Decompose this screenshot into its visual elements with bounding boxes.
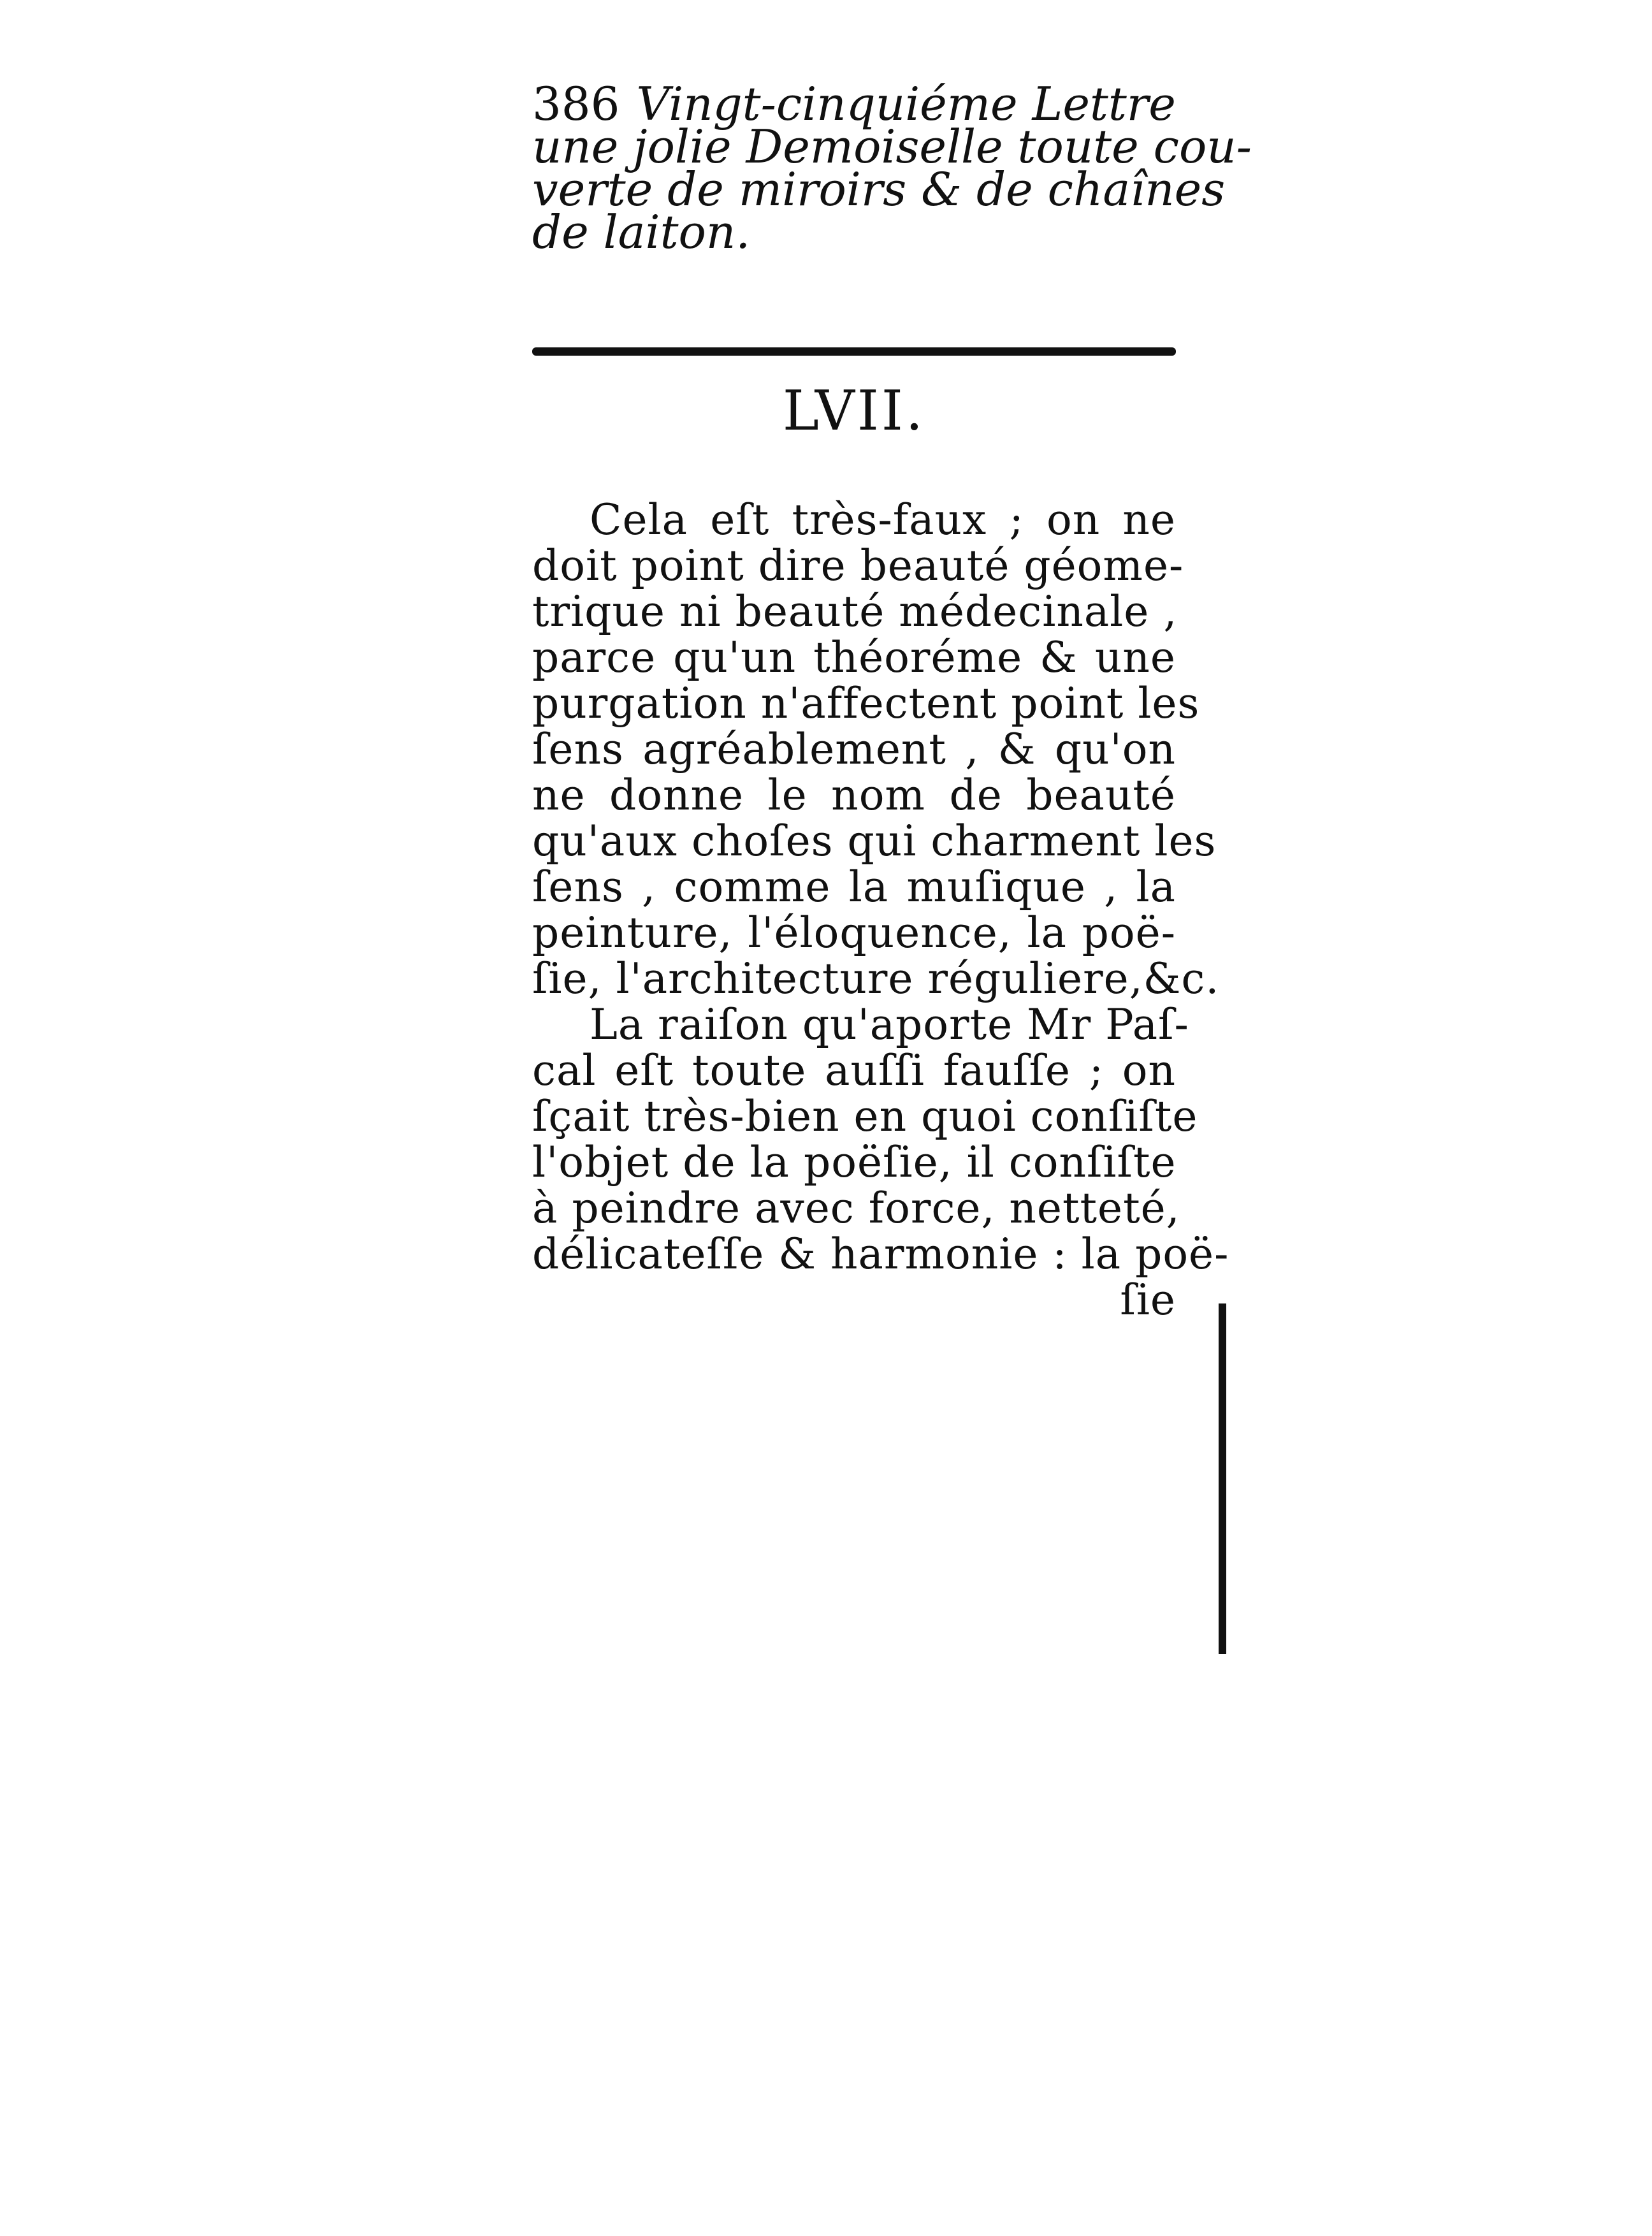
body-line: ſens , comme la muſique , la	[532, 862, 1176, 911]
header-line-2: verte de miroirs & de chaînes	[532, 163, 1226, 216]
header-line-1: une jolie Demoiselle toute cou-	[532, 120, 1252, 173]
body-line: purgation n'affectent point les	[532, 679, 1200, 728]
header-line-3: de laiton.	[532, 205, 751, 259]
body-line: doit point dire beauté géome-	[532, 541, 1184, 590]
body-line: ſie, l'architecture réguliere,&c.	[532, 954, 1220, 1003]
catchword: ſie	[1120, 1275, 1176, 1325]
body-line: ne donne le nom de beauté	[532, 771, 1176, 820]
section-numeral: LVII.	[782, 379, 926, 443]
body-text	[532, 495, 1229, 1325]
body-line: ſens agréablement , & qu'on	[532, 725, 1176, 774]
body-line: Cela eſt très-faux ; on ne	[590, 495, 1176, 544]
body-line: cal eſt toute auſſi fauſſe ; on	[532, 1046, 1176, 1095]
running-head	[532, 77, 1182, 131]
body-line: La raiſon qu'aporte Mr Paſ-	[590, 1000, 1189, 1049]
section-divider	[532, 347, 1176, 356]
body-line: peinture, l'éloquence, la poë-	[532, 908, 1176, 957]
gutter-shadow-bar	[1219, 1303, 1226, 1654]
body-line: l'objet de la poëſie, il conſiſte	[532, 1138, 1177, 1187]
body-line: parce qu'un théoréme & une	[532, 633, 1176, 682]
body-line: qu'aux choſes qui charment les	[532, 817, 1217, 866]
header-block	[532, 77, 1252, 259]
body-line: ſçait très-bien en quoi conſiſte	[532, 1092, 1198, 1141]
page-number: 386	[532, 77, 620, 131]
body-line: à peindre avec force, netteté,	[532, 1184, 1180, 1233]
body-line: trique ni beauté médecinale ,	[532, 587, 1178, 636]
body-line: délicateſſe & harmonie : la poë-	[532, 1230, 1229, 1279]
running-title: Vingt-cinquiéme Lettre	[636, 77, 1176, 131]
